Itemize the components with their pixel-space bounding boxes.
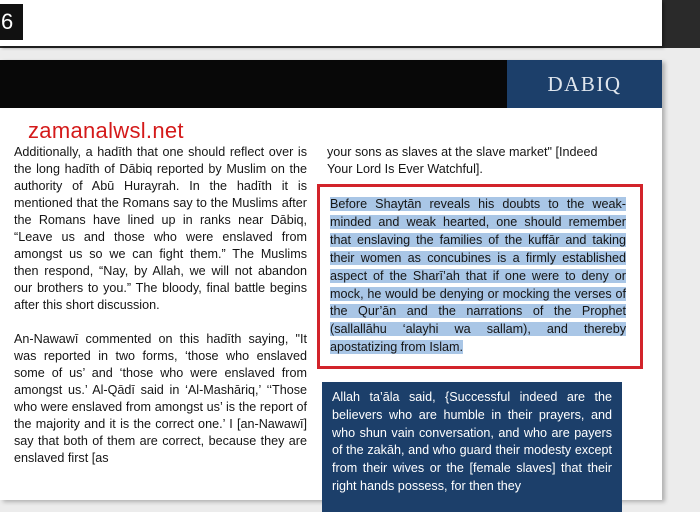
watermark: zamanalwsl.net	[28, 118, 184, 143]
page-number: 6	[0, 4, 23, 40]
top-strip	[0, 0, 700, 48]
paragraph-hadith-dabiq: Additionally, a hadīth that one should reflect over is the long hadīth of Dābiq reported by Muslim on the authority of Abū Hurayrah. In the hadīth it is mentioned that the Romans say to the Muslims after the Romans have lined up in ranks near Dābiq, “Leave us and those who were enslaved from amongst us so we can fight them.” The Muslims then respond, “Nay, by Allah, we will not abandon our brothers to you.” The bloody, final battle begins after this short discussion.	[14, 145, 307, 312]
brand-logo: DABIQ	[507, 60, 662, 108]
document-page	[0, 60, 662, 500]
paragraph-an-nawawi: An-Nawawī commented on this hadīth saying, "It was reported in two forms, ‘those who enslaved some of us’ and ‘those who were enslaved from amongst us.’ Al-Qādī said in ‘Al-Mashāriq,’ ‘‘Those who were enslaved from amongst us’ is the report of the majority and it is the correct one.’ I [an-Nawawī] say that both of them are correct, because they are enslaved first [as	[14, 332, 307, 465]
left-column	[14, 144, 307, 467]
highlighted-quote-box	[317, 184, 643, 369]
quran-quote-text: Allah ta’āla said, {Successful indeed are the believers who are humble in their prayers, and who shun vain conversation, and who are payers of the zakāh, and who guard their modesty except from their wives or the [female slaves] that their right hands possess, for then they	[332, 390, 612, 493]
highlighted-quote-text[interactable]: Before Shaytān reveals his doubts to the weak-minded and weak hearted, one should remember that enslaving the families of the kuffār and taking their women as concubines is a firmly established aspect of the Sharī’ah that if one were to deny or mock, he would be denying or mocking the verses of the Qur’ān and the narrations of the Prophet (sallallāhu ‘alayhi wa sallam), and thereby apostatizing from Islam.	[330, 197, 626, 355]
previous-page	[0, 0, 662, 46]
quran-quote-box	[322, 382, 622, 512]
right-column-top-text: your sons as slaves at the slave market" [Indeed Your Lord Is Ever Watchful].	[327, 145, 598, 176]
quote-text-container	[330, 196, 626, 357]
